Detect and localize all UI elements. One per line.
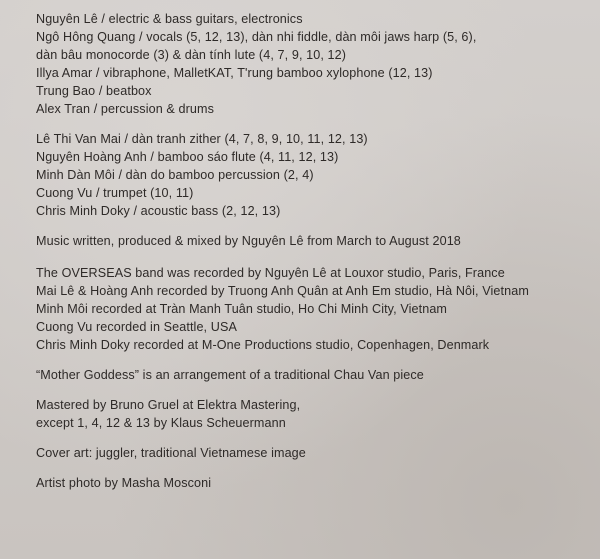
credit-line: dàn bâu monocorde (3) & dàn tính lute (4, 7, 9, 10, 12) [36, 48, 347, 62]
credit-line: Cuong Vu / trumpet (10, 11) [36, 186, 194, 200]
credits-text [36, 10, 592, 504]
musicians-group-1 [36, 10, 592, 118]
recording-line: Minh Môi recorded at Tràn Manh Tuân studio, Ho Chi Minh City, Vietnam [36, 302, 448, 316]
recording-line: Cuong Vu recorded in Seattle, USA [36, 320, 237, 334]
credit-line: Trung Bao / beatbox [36, 84, 152, 98]
artist-photo-line: Artist photo by Masha Mosconi [36, 476, 212, 490]
cover-art-credit [36, 444, 592, 462]
credit-line: Ngô Hông Quang / vocals (5, 12, 13), dàn nhi fiddle, dàn môi jaws harp (5, 6), [36, 30, 477, 44]
cover-art-line: Cover art: juggler, traditional Vietnamese image [36, 446, 306, 460]
production-credit [36, 232, 592, 250]
credit-line: Nguyên Hoàng Anh / bamboo sáo flute (4, 11, 12, 13) [36, 150, 339, 164]
musicians-group-2 [36, 130, 592, 220]
credit-line: Lê Thi Van Mai / dàn tranh zither (4, 7, 8, 9, 10, 11, 12, 13) [36, 132, 368, 146]
mastering-line: except 1, 4, 12 & 13 by Klaus Scheuermann [36, 416, 286, 430]
mastering-line: Mastered by Bruno Gruel at Elektra Mastering, [36, 398, 301, 412]
arrangement-line: “Mother Goddess” is an arrangement of a traditional Chau Van piece [36, 368, 424, 382]
credit-line: Minh Dàn Môi / dàn do bamboo percussion (2, 4) [36, 168, 314, 182]
production-line: Music written, produced & mixed by Nguyên Lê from March to August 2018 [36, 234, 461, 248]
artist-photo-credit [36, 474, 592, 492]
credit-line: Alex Tran / percussion & drums [36, 102, 214, 116]
recording-line: The OVERSEAS band was recorded by Nguyên Lê at Louxor studio, Paris, France [36, 266, 505, 280]
recording-credits [36, 264, 592, 354]
credit-line: Illya Amar / vibraphone, MalletKAT, T'rung bamboo xylophone (12, 13) [36, 66, 433, 80]
mastering-credit [36, 396, 592, 432]
recording-line: Chris Minh Doky recorded at M-One Productions studio, Copenhagen, Denmark [36, 338, 490, 352]
credit-line: Nguyên Lê / electric & bass guitars, electronics [36, 12, 303, 26]
recording-line: Mai Lê & Hoàng Anh recorded by Truong Anh Quân at Anh Em studio, Hà Nôi, Vietnam [36, 284, 529, 298]
credit-line: Chris Minh Doky / acoustic bass (2, 12, 13) [36, 204, 281, 218]
arrangement-note [36, 366, 592, 384]
